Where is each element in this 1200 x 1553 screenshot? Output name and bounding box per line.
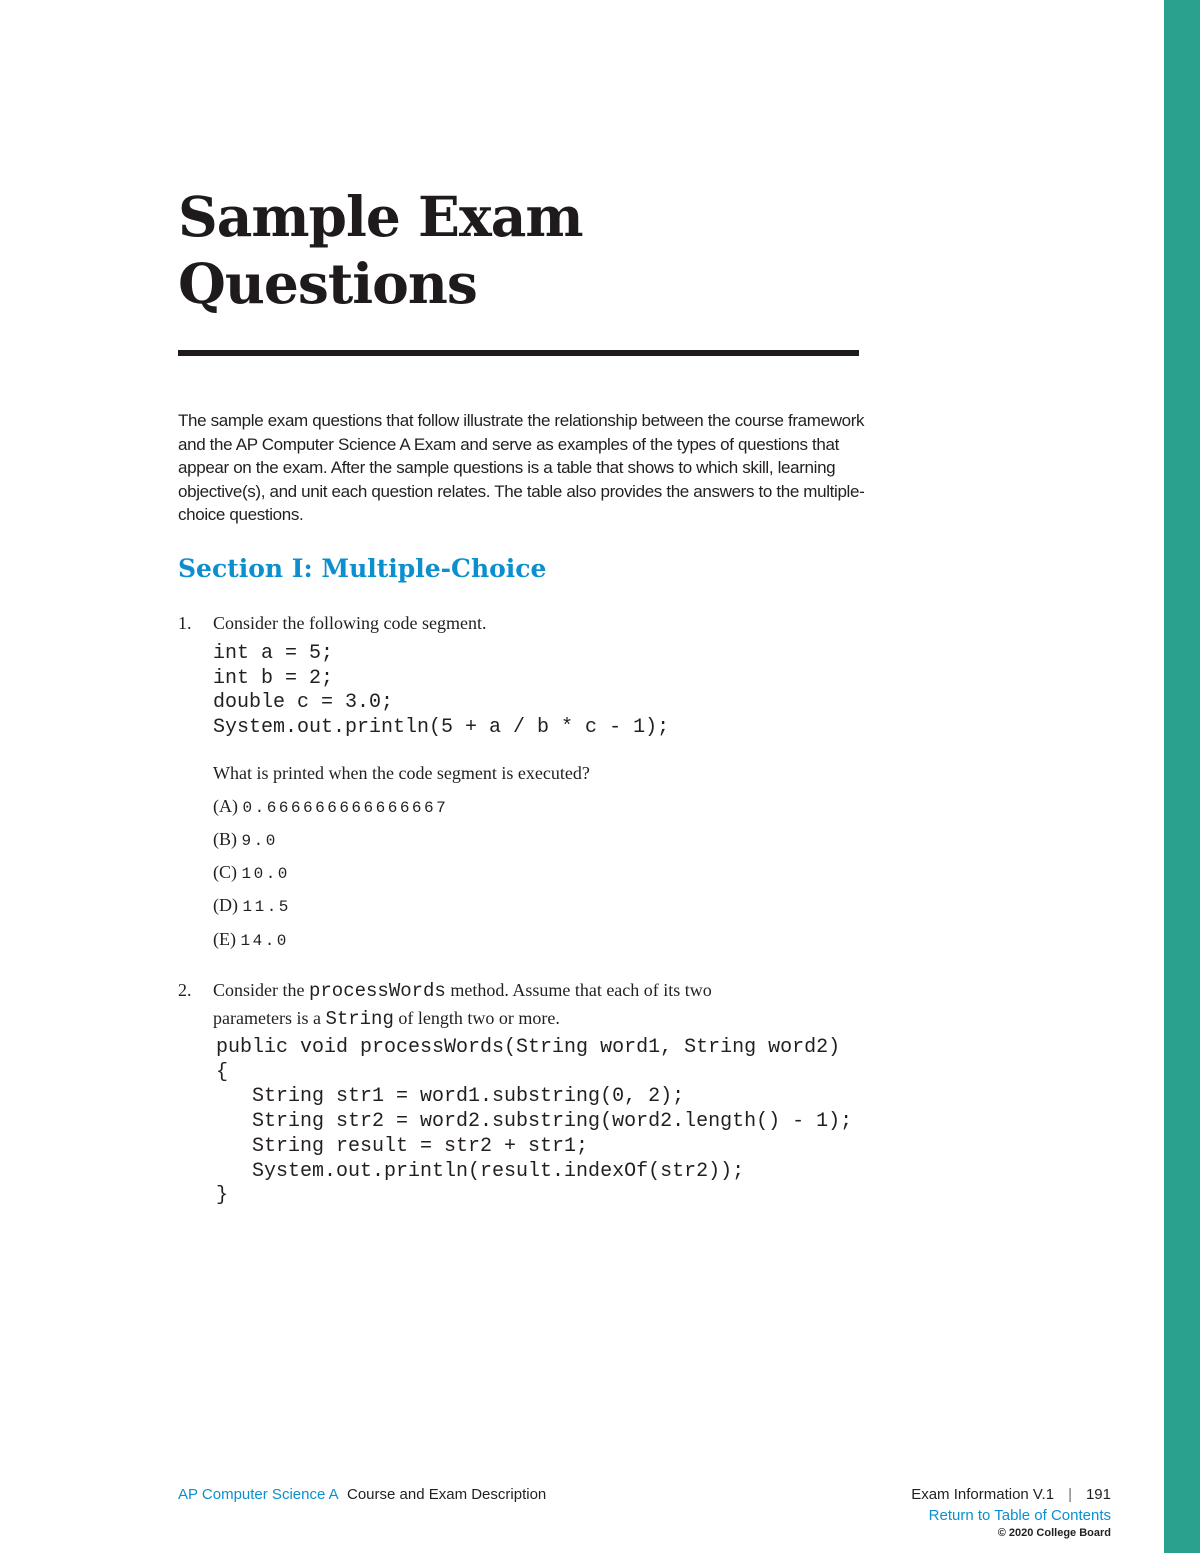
choice-letter: (E) xyxy=(213,929,236,949)
return-to-toc-link[interactable]: Return to Table of Contents xyxy=(928,1507,1111,1524)
footer-separator: | xyxy=(1068,1486,1072,1503)
footer-page-info xyxy=(911,1486,1111,1503)
footer-course-name: AP Computer Science A xyxy=(178,1486,339,1503)
question-1-number: 1. xyxy=(178,613,192,633)
choice-a[interactable] xyxy=(213,796,448,817)
title-divider xyxy=(178,350,859,356)
footer-description: Course and Exam Description xyxy=(347,1486,547,1503)
choice-value: 10.0 xyxy=(241,865,290,883)
question-2-code xyxy=(216,1036,852,1209)
question-2-number: 2. xyxy=(178,980,192,1000)
choice-e[interactable] xyxy=(213,929,289,950)
code-line: System.out.println(5 + a / b * c - 1); xyxy=(213,716,670,740)
question-2-prompt-line-1 xyxy=(213,980,712,1002)
inline-code: String xyxy=(325,1008,394,1030)
section-heading: Section I: Multiple-Choice xyxy=(178,554,547,583)
code-line: int b = 2; xyxy=(213,666,334,690)
page-title xyxy=(178,183,878,317)
footer-section: Exam Information V.1 xyxy=(911,1486,1055,1503)
code-line: } xyxy=(216,1184,229,1208)
inline-code: processWords xyxy=(309,980,446,1002)
prompt-text: of length two or more. xyxy=(398,1008,560,1028)
code-line: String result = str2 + str1; xyxy=(216,1134,589,1158)
code-line: double c = 3.0; xyxy=(213,691,394,715)
code-line: System.out.println(result.indexOf(str2)); xyxy=(216,1159,745,1183)
choice-value: 14.0 xyxy=(240,932,289,950)
intro-paragraph: The sample exam questions that follow illustrate the relationship between the course framework and the AP Computer Science A Exam and serve as examples of the types of questions that appear on the exam. After the sample questions is a table that shows to which skill, learning objective(s), and unit each question relates. The table also provides the answers to the multiple-choice questions. xyxy=(178,411,865,524)
choice-letter: (A) xyxy=(213,796,238,816)
choice-value: 0.666666666666667 xyxy=(242,799,449,817)
choice-b[interactable] xyxy=(213,829,278,850)
copyright: © 2020 College Board xyxy=(997,1527,1111,1539)
prompt-text: parameters is a xyxy=(213,1008,321,1028)
footer-course-info xyxy=(178,1486,546,1503)
question-1-code xyxy=(213,642,669,741)
page-title-line-1: Sample Exam xyxy=(178,184,583,249)
choice-value: 11.5 xyxy=(242,898,291,916)
question-1-prompt: Consider the following code segment. xyxy=(213,613,487,633)
code-line: String str1 = word1.substring(0, 2); xyxy=(216,1085,685,1109)
page-title-line-2: Questions xyxy=(178,251,477,316)
choice-d[interactable] xyxy=(213,895,291,916)
page-number: 191 xyxy=(1085,1486,1111,1503)
side-color-band xyxy=(1164,0,1200,1553)
question-1-question: What is printed when the code segment is executed? xyxy=(213,763,590,783)
code-line: { xyxy=(216,1060,229,1084)
choice-letter: (C) xyxy=(213,862,237,882)
code-line: public void processWords(String word1, String word2) xyxy=(216,1036,841,1059)
choice-c[interactable] xyxy=(213,862,290,883)
choice-letter: (B) xyxy=(213,829,237,849)
prompt-text: Consider the xyxy=(213,980,305,1000)
code-line: int a = 5; xyxy=(213,642,334,665)
question-2-prompt-line-2 xyxy=(213,1008,560,1030)
prompt-text: method. Assume that each of its two xyxy=(450,980,712,1000)
code-line: String str2 = word2.substring(word2.length() - 1); xyxy=(216,1110,853,1134)
choice-letter: (D) xyxy=(213,895,238,915)
choice-value: 9.0 xyxy=(241,832,278,850)
